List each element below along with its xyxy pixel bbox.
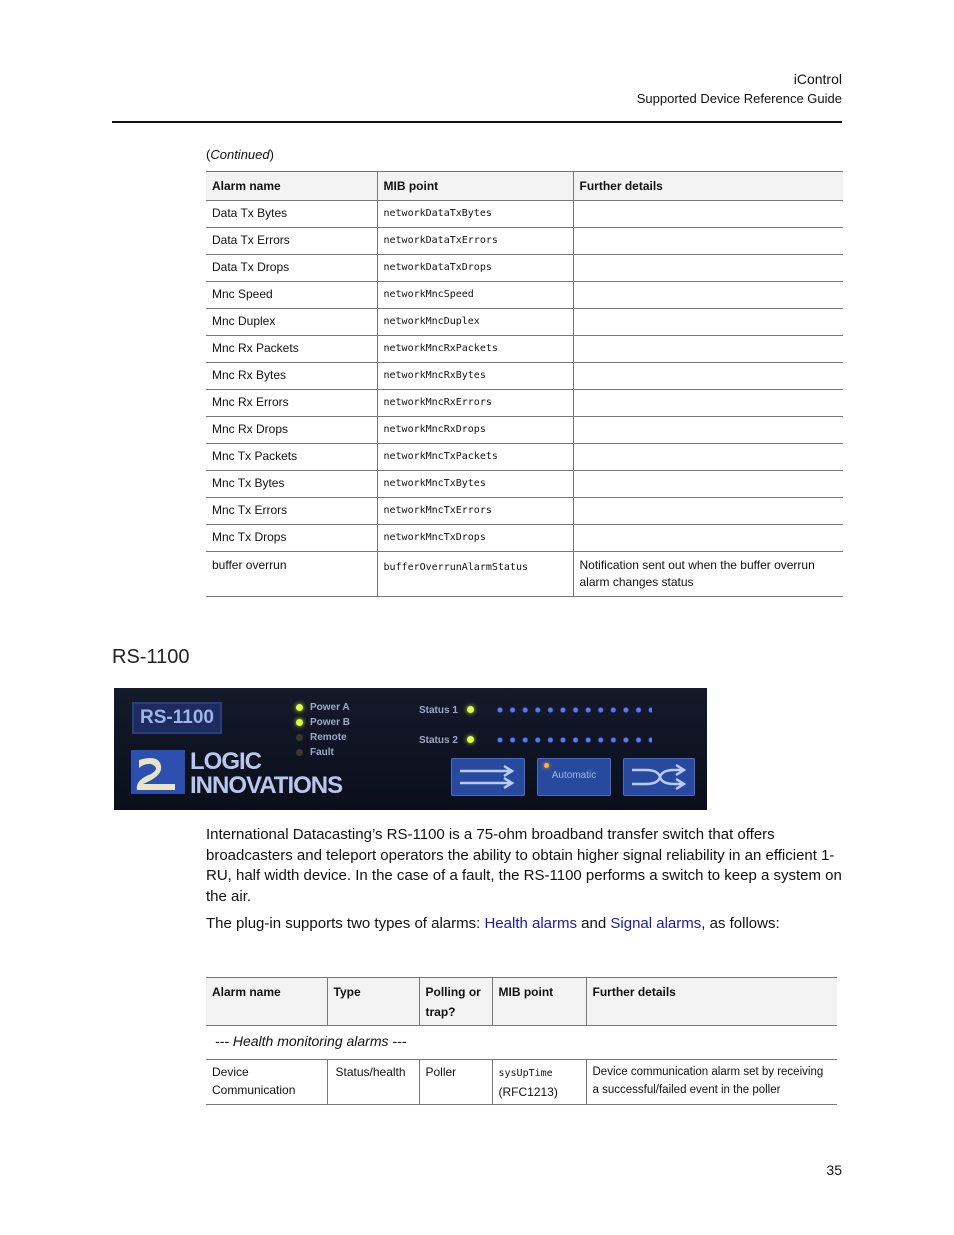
cell-alarm-name: Mnc Speed [206,282,377,309]
intro-paragraph: International Datacasting’s RS-1100 is a 75-ohm broadband transfer switch that offers broadcasters and teleport operators the ability to obtain higher signal reliability in an efficient 1-RU, half width device. In the case of a fault, the RS-1100 performs a switch to keep a system on the air. [206,826,842,905]
cell-alarm-name: Device Communication [206,1060,327,1105]
status-2-led [467,736,474,743]
col-header-alarm-name: Alarm name [206,172,377,201]
cell-further-details [573,471,843,498]
table-row [206,525,843,552]
cell-further-details [573,525,843,552]
cell-further-details [573,417,843,444]
alarm-types-text-before: The plug-in supports two types of alarms: [206,915,485,932]
cell-further-details [573,255,843,282]
header-guide-title: Supported Device Reference Guide [636,91,842,106]
signal-alarms-link[interactable]: Signal alarms [610,915,702,932]
col-header-mib-point: MIB point [377,172,573,201]
header-product: iControl [793,71,842,87]
table-row [206,390,843,417]
led-fault [296,749,303,756]
mib-point-note: (RFC1213) [498,1085,558,1099]
mib-point-name: sysUpTime [498,1068,553,1079]
section-row-health-monitoring [206,1026,837,1060]
table-header-row [206,978,837,1026]
automatic-led [544,763,549,768]
table-row [206,363,843,390]
rs1100-alarm-table [206,977,837,1105]
health-alarms-link[interactable]: Health alarms [484,915,578,932]
cell-mib-point: networkDataTxDrops [377,255,573,282]
cell-alarm-name: buffer overrun [206,552,377,597]
cell-mib-point: bufferOverrunAlarmStatus [377,552,573,597]
cell-further-details [573,390,843,417]
cell-alarm-name: Mnc Tx Bytes [206,471,377,498]
section-label: --- Health monitoring alarms --- [206,1026,837,1060]
cell-further-details [573,228,843,255]
parallel-arrows-icon [452,759,524,795]
led-label-fault: Fault [310,747,334,758]
cell-mib-point: networkMncTxPackets [377,444,573,471]
cell-further-details: Notification sent out when the buffer overrun alarm changes status [573,552,843,597]
header-rule [112,121,842,123]
cell-alarm-name: Data Tx Bytes [206,201,377,228]
cell-further-details [573,282,843,309]
table-row [206,498,843,525]
alarm-types-text-after: , as follows: [701,915,780,932]
automatic-button [537,758,611,796]
led-label-remote: Remote [310,732,347,743]
cell-further-details [573,309,843,336]
cell-alarm-name: Mnc Tx Errors [206,498,377,525]
cell-mib-point: networkMncTxErrors [377,498,573,525]
led-label-power-a: Power A [310,702,350,713]
cell-alarm-name: Data Tx Drops [206,255,377,282]
col-header-polling-or-trap: Polling or trap? [419,978,492,1026]
page-number: 35 [826,1162,842,1178]
table-row [206,201,843,228]
table-row [206,309,843,336]
cell-mib-point: networkMncTxBytes [377,471,573,498]
cell-type: Status/health [327,1060,419,1105]
logic-innovations-logo-icon [131,750,185,794]
crossing-arrows-icon [624,759,694,795]
col-header-mib-point: MIB point [492,978,586,1026]
table-row [206,552,843,597]
cell-further-details [573,444,843,471]
cell-alarm-name: Mnc Tx Drops [206,525,377,552]
col-header-further-details: Further details [586,978,837,1026]
cell-further-details [573,201,843,228]
alarm-types-paragraph [206,914,842,935]
table-row [206,255,843,282]
cell-mib-point: networkDataTxErrors [377,228,573,255]
col-header-further-details: Further details [573,172,843,201]
cross-path-button [623,758,695,796]
cell-mib-point: networkMncRxPackets [377,336,573,363]
cell-alarm-name: Data Tx Errors [206,228,377,255]
brand-line-2: INNOVATIONS [190,772,343,799]
table-row [206,336,843,363]
table-row [206,444,843,471]
cell-further-details [573,363,843,390]
led-power-a [296,704,303,711]
cell-alarm-name: Mnc Rx Packets [206,336,377,363]
cell-mib-point [492,1060,586,1105]
led-label-power-b: Power B [310,717,351,728]
device-model-badge: RS-1100 [132,702,222,734]
straight-path-button [451,758,525,796]
status-1-label: Status 1 [419,705,458,716]
alarm-table-continued [206,171,843,597]
cell-mib-point: networkMncSpeed [377,282,573,309]
cell-alarm-name: Mnc Duplex [206,309,377,336]
cell-polling: Poller [419,1060,492,1105]
cell-alarm-name: Mnc Rx Bytes [206,363,377,390]
cell-mib-point: networkMncDuplex [377,309,573,336]
cell-further-details [573,498,843,525]
cell-mib-point: networkDataTxBytes [377,201,573,228]
automatic-label: Automatic [551,770,597,781]
cell-mib-point: networkMncRxErrors [377,390,573,417]
table-row [206,1060,837,1105]
brand-line-1: LOGIC [190,748,261,775]
cell-mib-point: networkMncRxDrops [377,417,573,444]
cell-further-details [573,336,843,363]
rs1100-device-photo [114,688,707,810]
table-header-row [206,172,843,201]
cell-alarm-name: Mnc Tx Packets [206,444,377,471]
col-header-type: Type [327,978,419,1026]
status-2-label: Status 2 [419,735,458,746]
table-row [206,417,843,444]
cell-mib-point: networkMncRxBytes [377,363,573,390]
cell-further-details: Device communication alarm set by receiving a successful/failed event in the poller [586,1060,837,1105]
alarm-types-text-middle: and [577,915,611,932]
cell-alarm-name: Mnc Rx Errors [206,390,377,417]
status-1-signal-dots [497,707,652,713]
continued-label: (Continued) [206,147,274,162]
status-2-signal-dots [497,737,652,743]
table-row [206,228,843,255]
led-remote [296,734,303,741]
led-power-b [296,719,303,726]
continued-text: Continued [210,147,270,162]
table-row [206,471,843,498]
cell-alarm-name: Mnc Rx Drops [206,417,377,444]
table-row [206,282,843,309]
col-header-alarm-name: Alarm name [206,978,327,1026]
cell-mib-point: networkMncTxDrops [377,525,573,552]
section-title: RS-1100 [112,646,190,668]
status-1-led [467,706,474,713]
